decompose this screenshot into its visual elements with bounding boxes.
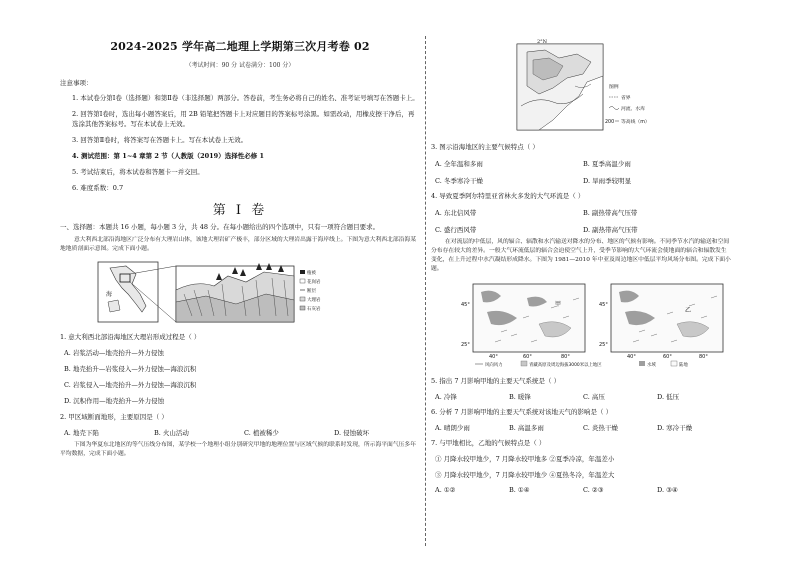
part1-title: 第 Ⅰ 卷 [212, 203, 268, 218]
question-7-statement: ① 月降水较甲地少，7 月降水较甲地多 ②夏季冷凉，年温差小 [435, 455, 615, 463]
notice-item: 4. 测试范围：第 1~4 章第 2 节（人教版（2019）选择性必修 1 [72, 152, 264, 160]
question-7-statement: ③ 月降水较甲地少，7 月降水较甲地少 ④夏热冬冷，年温差大 [435, 471, 615, 479]
question-1-option: D. 沉积作用—地壳抬升—外力侵蚀 [64, 397, 165, 405]
legend-label: 石灰岩 [307, 307, 321, 312]
question-5-stem: 5. 指出 7 月影响甲地的主要天气系统是（ ） [431, 377, 561, 385]
wind-field-svg [431, 278, 731, 370]
geologic-section-figure [96, 260, 336, 326]
right-column [431, 36, 731, 494]
question-1-option: C. 岩浆侵入—地壳抬升—外力侵蚀—海浪沉积 [64, 381, 197, 389]
passage-1: 意大利西北部沿海地区广泛分布有大理岩山体，该地大理岩矿产极丰，部分区域的大理岩出露于海岸线上。下图为意大利西北部沿海某地地质剖面示意图。完成下面小题。 [60, 237, 417, 252]
lat-label: 25° [461, 342, 470, 348]
map-legend-item: 河流、水库 [621, 107, 645, 112]
question-4-options [431, 208, 731, 234]
question-2-option: D. 侵蚀破坏 [334, 429, 370, 437]
question-5-option: B. 暖锋 [509, 393, 531, 401]
lon-label: 60° [663, 354, 672, 360]
question-2-option: B. 火山活动 [154, 429, 189, 437]
question-1-option: B. 地壳抬升—岩浆侵入—外力侵蚀—海浪沉积 [64, 365, 197, 373]
question-2-stem: 2. 甲区域断面地形，主要原因是（ ） [60, 413, 168, 421]
question-2-option: C. 植被稀少 [244, 429, 279, 437]
question-3-option: B. 夏季高温少雨 [583, 160, 631, 168]
question-7-option: B. ①④ [509, 486, 530, 494]
question-4-option: B. 副热带高气压带 [583, 209, 638, 217]
question-7-stem: 7. 与甲地相比，乙地的气候特点是（ ） [431, 439, 546, 447]
place-label: 甲 [555, 301, 562, 308]
question-1-option: A. 岩浆活动—地壳抬升—外力侵蚀 [64, 349, 164, 357]
lon-label: 40° [627, 354, 636, 360]
wind-legend-item: 陆地 [679, 363, 688, 368]
notice-item: 3. 回答第Ⅱ卷时，将答案写在答题卡上。写在本试卷上无效。 [72, 136, 248, 144]
wind-legend-item: 风向风力 [485, 363, 503, 368]
lat-label: 45° [599, 302, 608, 308]
lon-label: 80° [699, 354, 708, 360]
notice-item: 2. 回答第Ⅰ卷时，选出每小题答案后，用 2B 铅笔把答题卡上对应题目的答案标号涂黑。如需改动，用橡皮擦干净后，再选涂其他答案标号。写在本试卷上无效。 [72, 110, 415, 128]
legend-label: 植被 [307, 271, 316, 276]
question-7-option: D. ③④ [657, 486, 678, 494]
part1-intro: 一、选择题：本题共 16 小题，每小题 3 分，共 48 分。在每小题给出的四个选项中，只有一项符合题目要求。 [60, 223, 380, 231]
topographic-map-svg [487, 36, 650, 136]
question-5-option: D. 低压 [657, 393, 680, 401]
question-4-stem: 4. 导致夏季阿尔特里亚省林火多发的大气环流是（ ） [431, 192, 585, 200]
question-1-stem: 1. 意大利西北部沿海地区大理岩形成过程是（ ） [60, 333, 201, 341]
question-4-option: A. 东北信风带 [435, 209, 477, 217]
question-3-options [431, 159, 731, 185]
lon-label: 60° [523, 354, 532, 360]
question-6-options [431, 423, 731, 432]
map-legend-title: 图例 [609, 85, 619, 90]
question-6-option: B. 高温多雨 [509, 424, 544, 432]
column-divider [425, 36, 426, 546]
map-legend-item: 省界 [621, 96, 631, 101]
passage-2: 下图为华夏东北地区的等气压线分布图，某学校一个地理小组分别研究甲地的地理位置与区域气候的联系时发现，所示海平面气压多年平均数据，完成下面小题。 [60, 442, 417, 457]
notice-item: 6. 难度系数：0.7 [72, 184, 124, 192]
question-7-options [431, 486, 731, 494]
passage-3: 在对流层的中低层，风的辐合、辐散和水汽输送对降水的分布、地区的气候有影响。不同季节水汽的输送和空间分布存在较大的差异。一般大气环流低层的辐合会迫使空气上升，受季节影响的大气环流会使地面的辐合和辐散发生变化，在上升过程中水汽凝结形成降水。下图为 1981—2010 年中亚及周边地区中低层平均风场分布图。完成下面小题。 [431, 239, 731, 272]
lat-label: 25° [599, 342, 608, 348]
map-legend-item: 等高线（m） [621, 120, 650, 125]
question-3-stem: 3. 图示沿海地区的主要气候特点（ ） [431, 143, 539, 151]
lat-label: 45° [461, 302, 470, 308]
question-4-option: D. 副热带高气压带 [583, 226, 638, 234]
question-6-option: C. 炎热干燥 [583, 424, 618, 432]
question-5-option: C. 高压 [583, 393, 605, 401]
question-3-option: C. 冬季寒冷干燥 [435, 177, 483, 185]
legend-label: 断层 [307, 289, 316, 294]
left-column [60, 36, 420, 459]
wind-field-figure [431, 278, 731, 370]
notice-item: 5. 考试结束后，将本试卷和答题卡一并交回。 [72, 168, 204, 176]
geologic-section-svg [96, 260, 336, 326]
place-label: 乙 [685, 307, 692, 314]
question-3-option: D. 旱雨季较明显 [583, 177, 632, 185]
exam-title: 2024-2025 学年高二地理上学期第三次月考卷 02 [110, 40, 370, 53]
latitude-label: 2°N [537, 39, 548, 45]
wind-legend-item: 水域 [647, 363, 656, 368]
notice-heading: 注意事项： [60, 79, 93, 87]
notice-list [60, 93, 420, 193]
legend-label: 大理岩 [307, 298, 321, 303]
question-7-option: C. ②③ [583, 486, 604, 494]
question-3-option: A. 全年温和多雨 [435, 160, 483, 168]
question-7-option: A. ①② [435, 486, 456, 494]
lon-label: 40° [489, 354, 498, 360]
question-2-options [60, 428, 420, 437]
topographic-map-figure [487, 36, 650, 136]
lon-label: 80° [561, 354, 570, 360]
question-5-option: A. 冷锋 [435, 393, 457, 401]
map-legend-contour-value: 200 [605, 120, 615, 125]
legend-label: 花岗岩 [307, 280, 321, 285]
question-6-option: A. 晴朗少雨 [435, 424, 470, 432]
wind-legend-item: 青藏高原及周边海拔3000米以上地区 [529, 363, 602, 368]
question-2-option: A. 地壳下陷 [64, 429, 99, 437]
exam-subtitle: （考试时间：90 分 试卷满分：100 分） [185, 62, 295, 69]
notice-item: 1. 本试卷分第Ⅰ卷（选择题）和第Ⅱ卷（非选择题）两部分。答卷前，考生务必将自己的姓名、准考证号填写在答题卡上。 [72, 94, 419, 102]
question-6-stem: 6. 分析 7 月影响甲地的主要天气系统对该地天气的影响是（ ） [431, 408, 613, 416]
map-label: 海 [106, 291, 113, 298]
question-4-option: C. 盛行西风带 [435, 226, 477, 234]
question-6-option: D. 寒冷干燥 [657, 424, 693, 432]
question-5-options [431, 392, 731, 401]
